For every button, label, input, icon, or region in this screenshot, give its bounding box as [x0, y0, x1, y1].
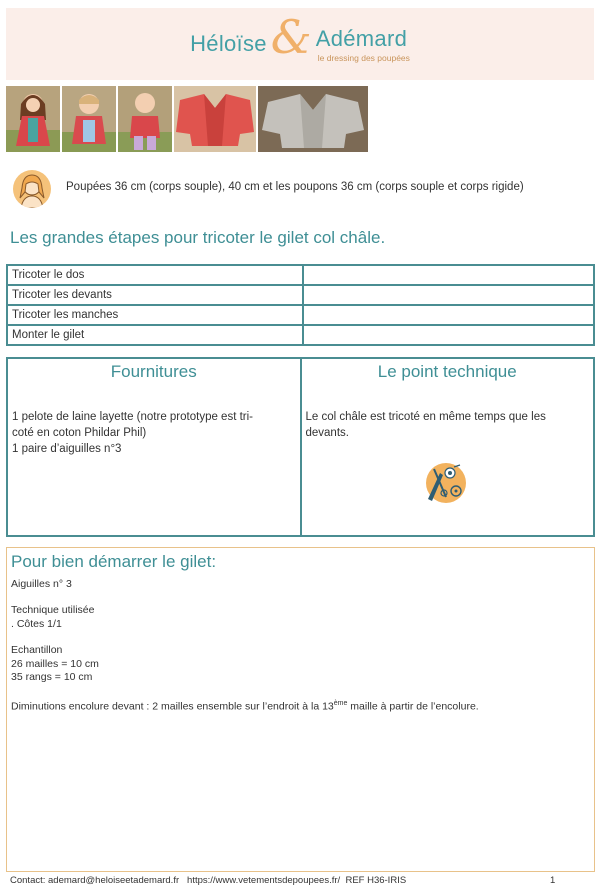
step-value — [303, 325, 594, 345]
step-label: Tricoter les manches — [7, 305, 303, 325]
decrease-instruction — [11, 697, 588, 714]
steps-table — [6, 264, 595, 346]
brand-tagline: le dressing des poupées — [317, 52, 410, 63]
supplies-text — [12, 409, 294, 457]
step-label: Tricoter le dos — [7, 265, 303, 285]
table-row — [7, 325, 594, 345]
brand-name-right: Adémard — [315, 25, 408, 51]
needles-line: Aiguilles n° 3 — [11, 578, 72, 590]
supplies-line: 1 pelote de laine layette (notre prototype est tri- — [12, 411, 254, 423]
supplies-line: 1 paire d’aiguilles n°3 — [12, 443, 122, 455]
main-heading: Les grandes étapes pour tricoter le gilet col châle. — [10, 228, 386, 247]
step-label: Tricoter les devants — [7, 285, 303, 305]
doll-photo-2 — [62, 86, 116, 152]
table-row — [7, 285, 594, 305]
gauge-label: Echantillon — [11, 644, 63, 657]
doll-sizes-info: Poupées 36 cm (corps souple), 40 cm et les poupons 36 cm (corps souple et corps rigide) — [66, 181, 524, 193]
start-body — [11, 578, 588, 714]
gauge-stitches: 26 mailles = 10 cm — [11, 657, 99, 670]
decrease-before: Diminutions encolure devant : 2 mailles ensemble sur l’endroit à la 13 — [11, 700, 334, 713]
supplies-technique-boxes — [6, 357, 595, 537]
technique-line: Le col châle est tricoté en même temps que les — [305, 411, 546, 423]
step-value — [303, 305, 594, 325]
page-number: 1 — [550, 875, 556, 886]
supplies-title: Fournitures — [110, 362, 197, 381]
doll-photo-1 — [6, 86, 60, 152]
step-value — [303, 285, 594, 305]
brand-logo — [6, 8, 594, 80]
gauge-rows: 35 rangs = 10 cm — [11, 671, 93, 684]
cardigan-photo-grey — [258, 86, 368, 152]
brand-right — [316, 26, 410, 63]
doll-avatar-icon — [13, 170, 51, 208]
footer-contact: Contact: ademard@heloiseetademard.fr https://www.vetementsdepoupees.fr/ REF H36-IRIS — [10, 875, 407, 886]
technique-value: . Côtes 1/1 — [11, 617, 62, 630]
start-title: Pour bien démarrer le gilet: — [11, 552, 217, 571]
technique-title: Le point technique — [377, 362, 517, 381]
technique-line: devants. — [305, 427, 349, 439]
step-label: Monter le gilet — [7, 325, 303, 345]
header-banner — [6, 8, 594, 80]
supplies-box — [8, 359, 300, 535]
technique-label: Technique utilisée — [11, 604, 95, 617]
table-row — [7, 305, 594, 325]
cardigan-photo-coral — [174, 86, 256, 152]
decrease-after: maille à partir de l’encolure. — [347, 700, 479, 713]
step-value — [303, 265, 594, 285]
doll-photo-3 — [118, 86, 172, 152]
table-row — [7, 265, 594, 285]
getting-started-section — [6, 547, 595, 872]
supplies-line: coté en coton Phildar Phil) — [12, 427, 147, 439]
technique-box — [300, 359, 594, 535]
brand-name-left: Héloïse — [190, 31, 267, 56]
brand-ampersand: & — [270, 10, 312, 64]
decrease-superscript: ème — [333, 700, 348, 708]
sewing-kit-icon — [420, 459, 468, 512]
technique-text — [306, 409, 588, 441]
